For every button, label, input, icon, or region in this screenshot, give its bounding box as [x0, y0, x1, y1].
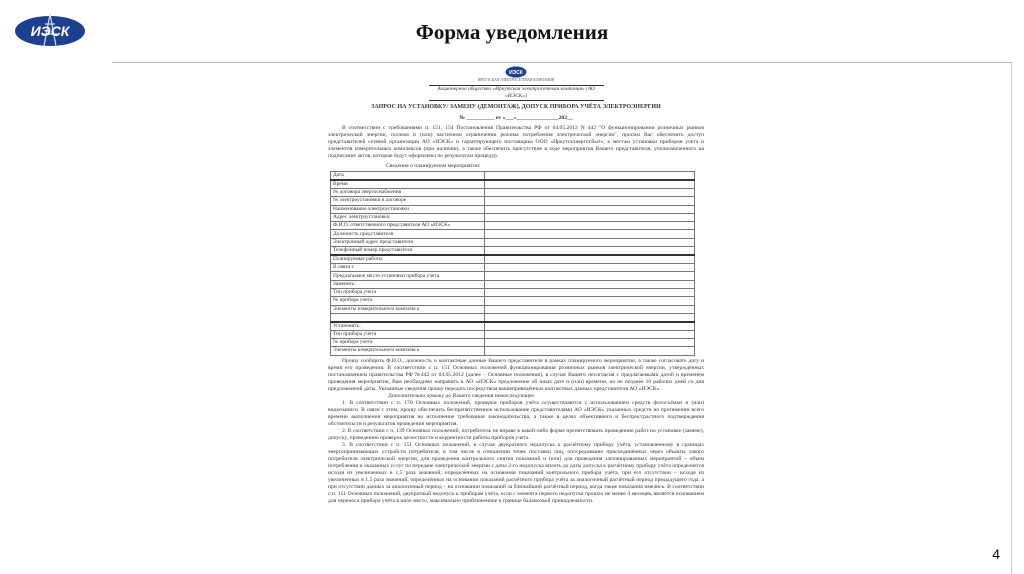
row-label: Установить: [331, 322, 485, 331]
row-value [485, 213, 695, 221]
row-value [485, 238, 695, 246]
row-label: Элементы измерительного комплекса [331, 305, 485, 313]
row-label: Ф.И.О. ответственного представителя АО «ИЭСК» [331, 222, 485, 230]
row-value [485, 322, 695, 331]
row-value [485, 197, 695, 205]
table-row [331, 180, 695, 189]
row-label: Электронный адрес представителя [331, 238, 485, 246]
table-row [331, 305, 695, 313]
row-label: Планируемые работы [331, 255, 485, 264]
row-value [485, 230, 695, 238]
row-label: Наименование электроустановки [331, 205, 485, 213]
row-label: Адрес электроустановки [331, 213, 485, 221]
row-label: Заменить: [331, 280, 485, 288]
table-row [331, 213, 695, 221]
table-row [331, 313, 695, 321]
paragraph-item-2: 2. В соответствии с п. 139 Основных положений, потребитель не вправе в какой-либо форме препятствовать проведению работ по установке (замене), допуску, проведению проверок целостности и корректности работы приборов учета. [328, 427, 704, 441]
row-value [485, 222, 695, 230]
row-label: № прибора учета [331, 338, 485, 346]
table-row [331, 238, 695, 246]
table-row [331, 297, 695, 305]
row-label: Тип прибора учета [331, 288, 485, 296]
event-details-table [330, 171, 695, 356]
table-row [331, 205, 695, 213]
row-label [331, 313, 485, 321]
row-value [485, 255, 695, 264]
svg-text:ИЭСК: ИЭСК [509, 70, 523, 76]
row-value [485, 189, 695, 197]
row-value [485, 347, 695, 355]
row-value [485, 280, 695, 288]
paragraph-contact: Прошу сообщить Ф.И.О., должность и контактные данные Вашего представителя в рамках планируемого мероприятия, а также согласовать дату и время его проведения. В соответствии с п. 151 Основных положений функционирования розничных рынков электрической энергии, утверждённых постановлением правительства РФ №442 от 04.05.2012 (далее – Основные положения), в случае Вашего несогласия с предлагаемыми датой и временем проведения мероприятия, Вам необходимо направить в АО «ИЭСК» предложение об иных дате и (или) времени, но не позднее 10 рабочих дней со дня предложенной даты. Указанные сведения прошу передать посредством вышеприведённых контактных данных представителя АО «ИЭСК». [328, 357, 704, 392]
page-number: 4 [992, 546, 1000, 562]
row-label: Время [331, 180, 485, 189]
row-value [485, 205, 695, 213]
table-row [331, 197, 695, 205]
divider [112, 62, 1012, 63]
table-row [331, 230, 695, 238]
table-row [331, 172, 695, 181]
row-value [485, 288, 695, 296]
row-value [485, 330, 695, 338]
row-label: № электроустановки в договоре [331, 197, 485, 205]
row-value [485, 247, 695, 256]
row-label: № прибора учета [331, 297, 485, 305]
divider-vertical [1011, 62, 1012, 574]
paragraph-item-3: 3. В соответствии с п. 151 Основных положений, в случае двукратного недопуска к расчётному прибору учёта, установленному в границах энергопринимающих устройств потребителя, в том числе в отношении точек поставки лиц, опосредованно присоединённых через объекты такого потребителя электрической энергии, для проведения контрольного снятия показаний и (или) для проведения запланированных мероприятий – объем потребления и оказанных услуг по передаче электрической энергии с даты 2-го недопуска вплоть до даты допуска к расчётному прибору учёта определяется исходя из увеличенных в 1,5 раза значений, определённых на основании показаний контрольного прибора учёта, при его отсутствии – исходя из увеличенных в 1,5 раза значений, определённых на основании показаний расчётного прибора учёта за аналогичный расчётный период предыдущего года, а при отсутствии данных за аналогичный период – на основании показаний за ближайший расчётный период, когда такие показания имелись. В соответствии с п. 151 Основных положений, двукратный недопуск к приборам учёта, если с момента первого недопуска прошло не менее 4 месяцев, является основанием для переноса прибора учёта в иное место, максимально приближенное к границе балансовой принадлежности. [328, 441, 704, 504]
row-label: Дата [331, 172, 485, 181]
row-label: Тип прибора учета [331, 330, 485, 338]
table-row [331, 330, 695, 338]
row-label: Телефонный номер представителя [331, 247, 485, 256]
slide-title: Форма уведомления [415, 20, 609, 44]
table-row [331, 222, 695, 230]
request-title: ЗАПРОС НА УСТАНОВКУ/ ЗАМЕНУ (ДЕМОНТАЖ), ДОПУСК ПРИБОРА УЧЁТА ЭЛЕКТРОЭНЕРГИИ [371, 104, 661, 110]
table-row [331, 338, 695, 346]
table-row [331, 322, 695, 331]
row-value [485, 172, 695, 181]
document-logo-caption: ИРКУТСКАЯ ЭЛЕКТРОСЕТЕВАЯ КОМПАНИЯ [477, 78, 555, 82]
table-row [331, 288, 695, 296]
row-value [485, 264, 695, 272]
table-caption: Сведения о планируемом мероприятии: [386, 163, 481, 169]
table-row [331, 264, 695, 272]
table-row [331, 347, 695, 355]
row-label: № договора энергоснабжения [331, 189, 485, 197]
intro-paragraph: В соответствии с требованиями п. 151, 154 Постановления Правительства РФ от 04.05.2012 N 442 "О функционировании розничных рынков электрической энергии, полном и (или) частичном ограничении режима потребления электрической энергии", просим Вас обеспечить доступ представителей сетевой организации АО «ИЭСК» и гарантирующего поставщика ООО «Иркутскэнергосбыт», к местам установки приборов учета и элементов измерительных комплексов (при наличии), а также обеспечить присутствие в ходе мероприятия Вашего представителя, уполномоченного на подписание актов, которые будут оформлены по результатам процедур. [328, 125, 704, 159]
row-value [485, 313, 695, 321]
table-row [331, 189, 695, 197]
logo-text: ИЭСК [30, 23, 70, 39]
request-number-line: № __________ от «___»_______________202__ [459, 115, 573, 121]
notification-form-image [328, 64, 704, 570]
row-label: Элементы измерительного комплекса [331, 347, 485, 355]
row-value [485, 272, 695, 280]
table-row [331, 247, 695, 256]
row-label: Предлагаемое место установки прибора учета [331, 272, 485, 280]
row-value [485, 305, 695, 313]
row-value [485, 180, 695, 189]
paragraph-notice: Дополнительно довожу до Вашего сведения нижеследующее. [388, 392, 536, 399]
table-row [331, 280, 695, 288]
table-row [331, 255, 695, 264]
row-value [485, 297, 695, 305]
organization-name: Акционерное общество «Иркутская электросетевая компания» (АО «ИЭСК») [429, 85, 604, 101]
row-label: В связи с [331, 264, 485, 272]
document-logo-icon [505, 66, 527, 78]
paragraph-item-1: 1. В соответствии с п. 170 Основных положений, проверки приборов учёта осуществляются с использованием средств фотосъёмки и (или) видеозаписи. В связи с этим, прошу обеспечить беспрепятственное использование представителями АО «ИЭСК» указанных средств на протяжении всего времени выполнения мероприятия во исполнение требования законодательства, а также в целях объективного и беспристрастного подтверждения обстоятельств и результатов проведения мероприятия. [328, 399, 704, 427]
row-value [485, 338, 695, 346]
row-label: Должность представителя [331, 230, 485, 238]
table-row [331, 272, 695, 280]
